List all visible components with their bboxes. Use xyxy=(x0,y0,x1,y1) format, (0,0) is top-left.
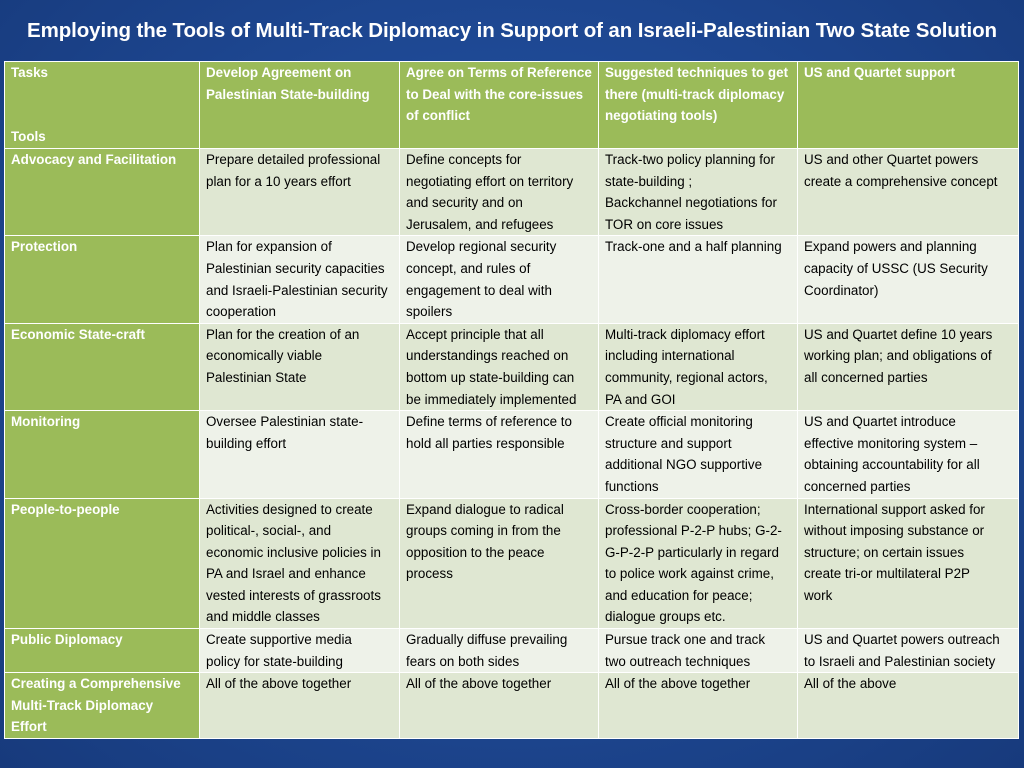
cell-text-line: political-, social-, and xyxy=(206,523,332,539)
cell-text-line: All of the above together xyxy=(206,676,352,692)
cell-text-line: Create official monitoring xyxy=(605,414,753,430)
slide-title: Employing the Tools of Multi-Track Diplomacy in Support of an Israeli-Palestinian Two State Solution xyxy=(27,19,997,42)
cell-text-line: Prepare detailed professional xyxy=(206,152,381,167)
tool-label-line: Multi-Track Diplomacy xyxy=(11,697,154,713)
cell-text-line: understandings reached on xyxy=(406,348,569,364)
cell-text-line: capacity of USSC (US Security xyxy=(804,260,988,276)
cell-text-line: be immediately implemented xyxy=(406,391,577,407)
cell-text-line: obtaining accountability for all xyxy=(804,457,980,473)
cell-text-line: plan for a 10 years effort xyxy=(206,173,351,189)
cell-text-line: PA and Israel and enhance xyxy=(206,566,366,582)
cell-text-line: including international xyxy=(605,348,735,364)
table-row-protection xyxy=(5,236,1019,323)
cell-text-line: bottom up state-building can xyxy=(406,369,575,385)
cell-text-line: Track-one and a half planning xyxy=(605,239,782,255)
cell-text-line: dialogue groups etc. xyxy=(605,609,726,625)
cell-text-line: Accept principle that all xyxy=(406,326,544,342)
cell-text-line: Cross-border cooperation; xyxy=(605,501,761,517)
tool-label-line: People-to-people xyxy=(11,501,120,517)
cell-text-line: G-P-2-P particularly in regard xyxy=(605,544,779,560)
table-row-monitoring xyxy=(5,411,1019,498)
cell-text-line: policy for state-building xyxy=(206,653,343,669)
header-terms-of-reference xyxy=(400,62,599,149)
cell-text-line: and security and on xyxy=(406,195,523,211)
tool-label-line: Economic State-craft xyxy=(11,326,145,342)
header-text-line: to Deal with the core-issues xyxy=(406,86,584,102)
cell-economic-state-craft-state-building xyxy=(200,323,400,410)
cell-comprehensive-effort-state-building xyxy=(200,673,400,739)
cell-text-line: concerned parties xyxy=(804,478,911,494)
cell-text-line: additional NGO supportive xyxy=(605,457,763,473)
cell-text-line: Coordinator) xyxy=(804,282,879,298)
cell-text-line: two outreach techniques xyxy=(605,653,751,669)
cell-people-to-people-terms-of-reference xyxy=(400,498,599,629)
cell-text-line: and education for peace; xyxy=(605,587,753,603)
cell-text-line: to Israeli and Palestinian society xyxy=(804,653,996,669)
cell-text-line: negotiating effort on territory xyxy=(406,173,574,189)
tool-label-line: Public Diplomacy xyxy=(11,632,123,648)
header-text-line: US and Quartet support xyxy=(804,65,956,80)
cell-people-to-people-state-building xyxy=(200,498,400,629)
cell-text-line: functions xyxy=(605,478,659,494)
header-develop-agreement xyxy=(200,62,400,149)
cell-text-line: US and other Quartet powers xyxy=(804,152,979,167)
cell-text-line: all concerned parties xyxy=(804,369,928,385)
header-text-line: there (multi-track diplomacy xyxy=(605,86,785,102)
row-tool-people-to-people xyxy=(5,498,200,629)
cell-advocacy-facilitation-terms-of-reference xyxy=(400,149,599,236)
cell-text-line: fears on both sides xyxy=(406,653,520,669)
cell-text-line: vested interests of grassroots xyxy=(206,587,381,603)
cell-text-line: Multi-track diplomacy effort xyxy=(605,326,765,342)
cell-text-line: Track-two policy planning for xyxy=(605,152,775,167)
cell-monitoring-techniques xyxy=(599,411,798,498)
header-text-line: negotiating tools) xyxy=(605,108,718,124)
cell-economic-state-craft-techniques xyxy=(599,323,798,410)
cell-monitoring-terms-of-reference xyxy=(400,411,599,498)
cell-text-line: Develop regional security xyxy=(406,239,557,255)
cell-monitoring-us-quartet-support xyxy=(798,411,1019,498)
cell-text-line: building effort xyxy=(206,435,287,451)
cell-text-line: hold all parties responsible xyxy=(406,435,565,451)
cell-text-line: Gradually diffuse prevailing xyxy=(406,632,568,648)
header-suggested-techniques xyxy=(599,62,798,149)
cell-public-diplomacy-techniques xyxy=(599,629,798,673)
cell-text-line: groups coming in from the xyxy=(406,523,561,539)
cell-advocacy-facilitation-us-quartet-support xyxy=(798,149,1019,236)
cell-text-line: process xyxy=(406,566,453,582)
cell-text-line: work xyxy=(804,587,833,603)
cell-text-line: Pursue track one and track xyxy=(605,632,766,648)
table-row-public-diplomacy xyxy=(5,629,1019,673)
cell-advocacy-facilitation-state-building xyxy=(200,149,400,236)
cell-text-line: effective monitoring system – xyxy=(804,435,978,451)
cell-text-line: Palestinian security capacities xyxy=(206,260,385,276)
cell-text-line: economic inclusive policies in xyxy=(206,544,381,560)
cell-text-line: economically viable xyxy=(206,348,323,364)
row-tool-advocacy-facilitation xyxy=(5,149,200,236)
table-row-economic-state-craft xyxy=(5,323,1019,410)
cell-comprehensive-effort-terms-of-reference xyxy=(400,673,599,739)
cell-text-line: US and Quartet powers outreach xyxy=(804,632,1000,648)
header-us-quartet-support xyxy=(798,62,1019,149)
cell-text-line: Backchannel negotiations for xyxy=(605,195,777,211)
cell-text-line: Activities designed to create xyxy=(206,501,373,517)
cell-monitoring-state-building xyxy=(200,411,400,498)
cell-text-line: to police work against crime, xyxy=(605,566,774,582)
cell-public-diplomacy-terms-of-reference xyxy=(400,629,599,673)
tool-label-line: Creating a Comprehensive xyxy=(11,676,181,692)
tool-label-line: Effort xyxy=(11,719,47,735)
cell-protection-terms-of-reference xyxy=(400,236,599,323)
header-text-line: Develop Agreement on xyxy=(206,65,352,80)
cell-advocacy-facilitation-techniques xyxy=(599,149,798,236)
cell-people-to-people-us-quartet-support xyxy=(798,498,1019,629)
table-row-advocacy-facilitation xyxy=(5,149,1019,236)
cell-text-line: state-building ; xyxy=(605,173,693,189)
cell-text-line: create tri-or multilateral P2P xyxy=(804,566,970,582)
diplomacy-table xyxy=(4,61,1018,739)
cell-text-line: All of the above together xyxy=(605,676,751,692)
cell-text-line: concept, and rules of xyxy=(406,260,531,276)
row-tool-protection xyxy=(5,236,200,323)
cell-text-line: Expand dialogue to radical xyxy=(406,501,564,517)
tool-label-line: Monitoring xyxy=(11,414,81,430)
cell-text-line: Palestinian State xyxy=(206,369,307,385)
row-tool-public-diplomacy xyxy=(5,629,200,673)
cell-text-line: Define terms of reference to xyxy=(406,414,572,430)
tool-label-line: Advocacy and Facilitation xyxy=(11,152,177,167)
cell-text-line: Plan for expansion of xyxy=(206,239,332,255)
cell-text-line: Oversee Palestinian state- xyxy=(206,414,364,430)
row-tool-economic-state-craft xyxy=(5,323,200,410)
table-row-people-to-people xyxy=(5,498,1019,629)
row-tool-monitoring xyxy=(5,411,200,498)
cell-people-to-people-techniques xyxy=(599,498,798,629)
cell-text-line: US and Quartet define 10 years xyxy=(804,326,993,342)
cell-text-line: and middle classes xyxy=(206,609,320,625)
cell-text-line: All of the above xyxy=(804,676,897,692)
cell-protection-techniques xyxy=(599,236,798,323)
cell-text-line: Plan for the creation of an xyxy=(206,326,360,342)
header-tasks-label: Tasks xyxy=(11,65,48,80)
cell-text-line: structure and support xyxy=(605,435,732,451)
cell-protection-us-quartet-support xyxy=(798,236,1019,323)
cell-text-line: professional P-2-P hubs; G-2- xyxy=(605,523,782,539)
cell-comprehensive-effort-techniques xyxy=(599,673,798,739)
cell-text-line: without imposing substance or xyxy=(804,523,985,539)
cell-text-line: working plan; and obligations of xyxy=(804,348,992,364)
cell-economic-state-craft-terms-of-reference xyxy=(400,323,599,410)
header-text-line: Agree on Terms of Reference xyxy=(406,65,592,80)
cell-text-line: US and Quartet introduce xyxy=(804,414,956,430)
cell-text-line: Define concepts for xyxy=(406,152,522,167)
cell-public-diplomacy-us-quartet-support xyxy=(798,629,1019,673)
cell-protection-state-building xyxy=(200,236,400,323)
cell-text-line: All of the above together xyxy=(406,676,552,692)
cell-text-line: cooperation xyxy=(206,304,276,320)
header-text-line: of conflict xyxy=(406,108,470,124)
header-text-line: Palestinian State-building xyxy=(206,86,370,102)
cell-economic-state-craft-us-quartet-support xyxy=(798,323,1019,410)
cell-text-line: spoilers xyxy=(406,304,453,320)
cell-text-line: community, regional actors, xyxy=(605,369,768,385)
table-row-comprehensive-effort xyxy=(5,673,1019,739)
cell-public-diplomacy-state-building xyxy=(200,629,400,673)
header-tools-label: Tools xyxy=(11,129,46,145)
cell-text-line: International support asked for xyxy=(804,501,985,517)
cell-text-line: Jerusalem, and refugees xyxy=(406,216,554,232)
cell-comprehensive-effort-us-quartet-support xyxy=(798,673,1019,739)
cell-text-line: Create supportive media xyxy=(206,632,352,648)
header-row xyxy=(5,62,1019,149)
header-text-line: Suggested techniques to get xyxy=(605,65,789,80)
cell-text-line: engagement to deal with xyxy=(406,282,552,298)
tool-label-line: Protection xyxy=(11,239,78,255)
cell-text-line: TOR on core issues xyxy=(605,216,724,232)
cell-text-line: structure; on certain issues xyxy=(804,544,965,560)
cell-text-line: Expand powers and planning xyxy=(804,239,977,255)
cell-text-line: opposition to the peace xyxy=(406,544,545,560)
header-tasks-tools xyxy=(5,62,200,149)
cell-text-line: and Israeli-Palestinian security xyxy=(206,282,388,298)
cell-text-line: PA and GOI xyxy=(605,391,676,407)
cell-text-line: create a comprehensive concept xyxy=(804,173,998,189)
row-tool-comprehensive-effort xyxy=(5,673,200,739)
